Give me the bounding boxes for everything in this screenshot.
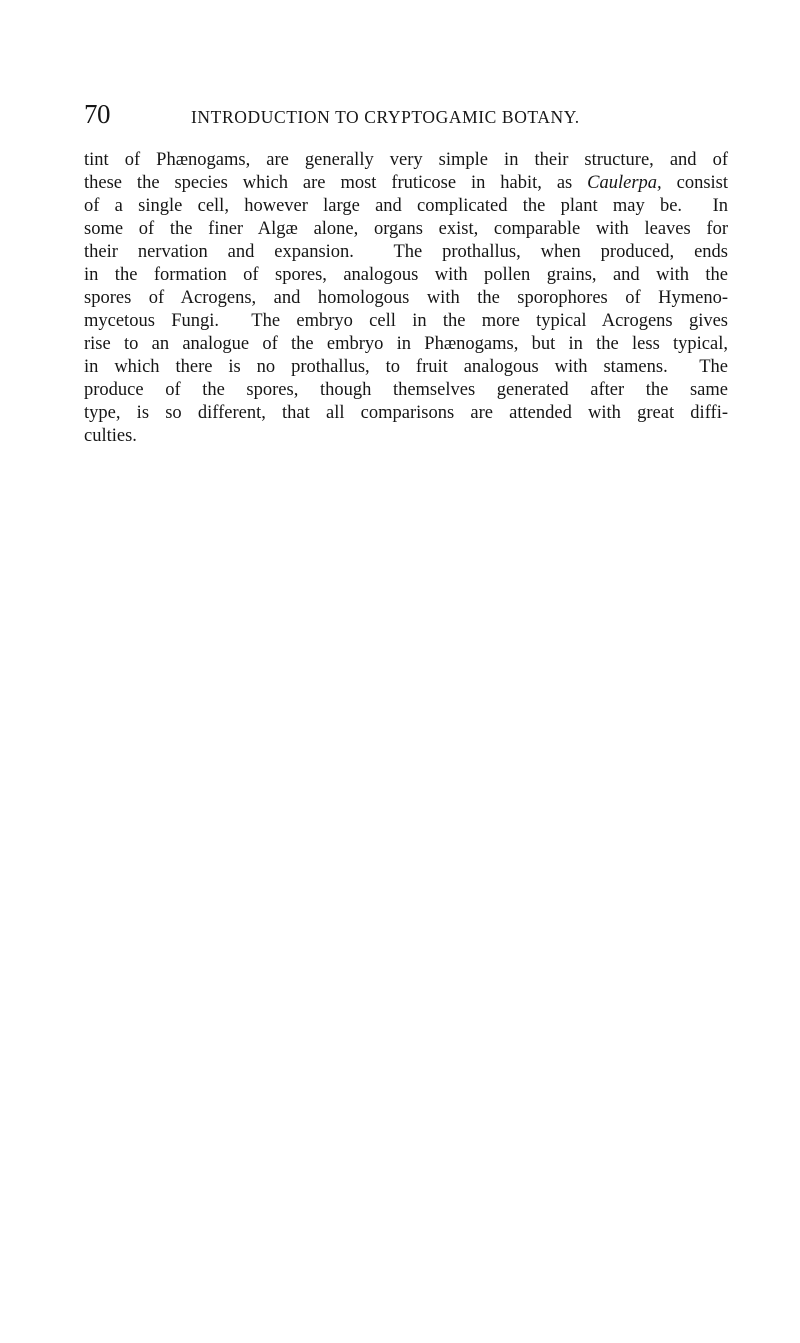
text-line [84,333,728,356]
text-segment: type, is so different, that all comparisons are attended with great diffi- [84,403,728,423]
text-line [84,172,728,195]
text-segment: consist [661,173,728,193]
text-line [84,287,728,310]
text-segment: produce of the spores, though themselves generated after the same [84,380,728,400]
text-segment: culties. [84,426,137,446]
text-line [84,402,728,425]
italic-text-segment: Caulerpa, [587,173,662,193]
text-line [84,379,728,402]
text-line [84,356,728,379]
text-segment: rise to an analogue of the embryo in Phænogams, but in the less typical, [84,334,728,354]
text-line [84,195,728,218]
text-line [84,149,728,172]
text-line [84,425,728,448]
running-title: INTRODUCTION TO CRYPTOGAMIC BOTANY. [191,107,580,127]
text-segment: their nervation and expansion. The prothallus, when produced, ends [84,242,728,262]
text-segment: in the formation of spores, analogous with pollen grains, and with the [84,265,728,285]
text-line [84,264,728,287]
text-segment: of a single cell, however large and complicated the plant may be. In [84,196,728,216]
text-segment: these the species which are most fruticose in habit, as [84,173,588,193]
text-line [84,310,728,333]
running-head [84,98,724,132]
text-line [84,218,728,241]
text-segment: in which there is no prothallus, to fruit analogous with stamens. The [84,357,728,377]
body-paragraph [84,149,728,448]
text-segment: tint of Phænogams, are generally very simple in their structure, and of [84,150,728,170]
text-line [84,241,728,264]
text-segment: some of the finer Algæ alone, organs exist, comparable with leaves for [84,219,728,239]
page-number: 70 [84,99,110,129]
text-segment: spores of Acrogens, and homologous with the sporophores of Hymeno- [84,288,728,308]
text-segment: mycetous Fungi. The embryo cell in the more typical Acrogens gives [84,311,728,331]
